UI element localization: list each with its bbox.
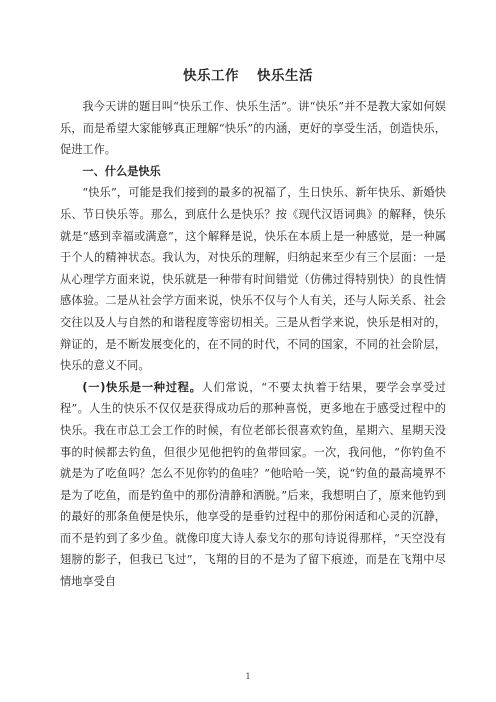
subsection-paragraph-process xyxy=(60,377,446,593)
section-heading-what-is-happiness: 一、什么是快乐 xyxy=(82,164,161,178)
page-number: 1 xyxy=(245,672,251,681)
document-title xyxy=(0,64,496,84)
subsection-lead: (一)快乐是一种过程。 xyxy=(82,380,202,394)
title-part-work: 快乐工作 xyxy=(183,68,239,84)
intro-paragraph: 我今天讲的题目叫“快乐工作、快乐生活”。讲“快乐”并不是教大家如何娱乐，而是希望大家能够真正理解“快乐”的内涵，更好的享受生活，创造快乐，促进工作。 xyxy=(60,100,446,157)
document-body xyxy=(60,96,446,593)
section-paragraph-definition: “快乐”，可能是我们接到的最多的祝福了，生日快乐、新年快乐、新婚快乐、节日快乐等。那么，到底什么是快乐？按《现代汉语词典》的解释，快乐就是“感到幸福或满意”，这个解释是说，快乐在本质上是一种感觉，是一种属于个人的精神状态。我认为，对快乐的理解，归纳起来至少有三个层面：一是从心理学方面来说，快乐就是一种带有时间错觉（仿佛过得特别快）的良性情感体验。二是从社会学方面来说，快乐不仅与个人有关，还与人际关系、社会交往以及人与自然的和谐程度等密切相关。三是从哲学来说，快乐是相对的，辩证的，是不断发展变化的，在不同的时代，不同的国家，不同的社会阶层，快乐的意义不同。 xyxy=(60,186,446,373)
subsection-body: 人们常说，“不要太执着于结果，要学会享受过程”。人生的快乐不仅仅是获得成功后的那种喜悦，更多地在于感受过程中的快乐。我在市总工会工作的时候，有位老部长很喜欢钓鱼，星期六、星期天没事的时候都去钓鱼，但很少见他把钓的鱼带回家。一次，我问他，“你钓鱼不就是为了吃鱼吗？怎么不见你钓的鱼哇？”他哈哈一笑，说“钓鱼的最高境界不是为了吃鱼，而是钓鱼中的那份清静和洒脱。”后来，我想明白了，原来他钓到的最好的那条鱼便是快乐，他享受的是垂钓过程中的那份闲适和心灵的沉静，而不是钓到了多少鱼。就像印度大诗人泰戈尔的那句诗说得那样，“天空没有翅膀的影子，但我已飞过”，飞翔的目的不是为了留下痕迹，而是在飞翔中尽情地享受自 xyxy=(60,380,446,589)
title-part-life: 快乐生活 xyxy=(257,68,313,84)
